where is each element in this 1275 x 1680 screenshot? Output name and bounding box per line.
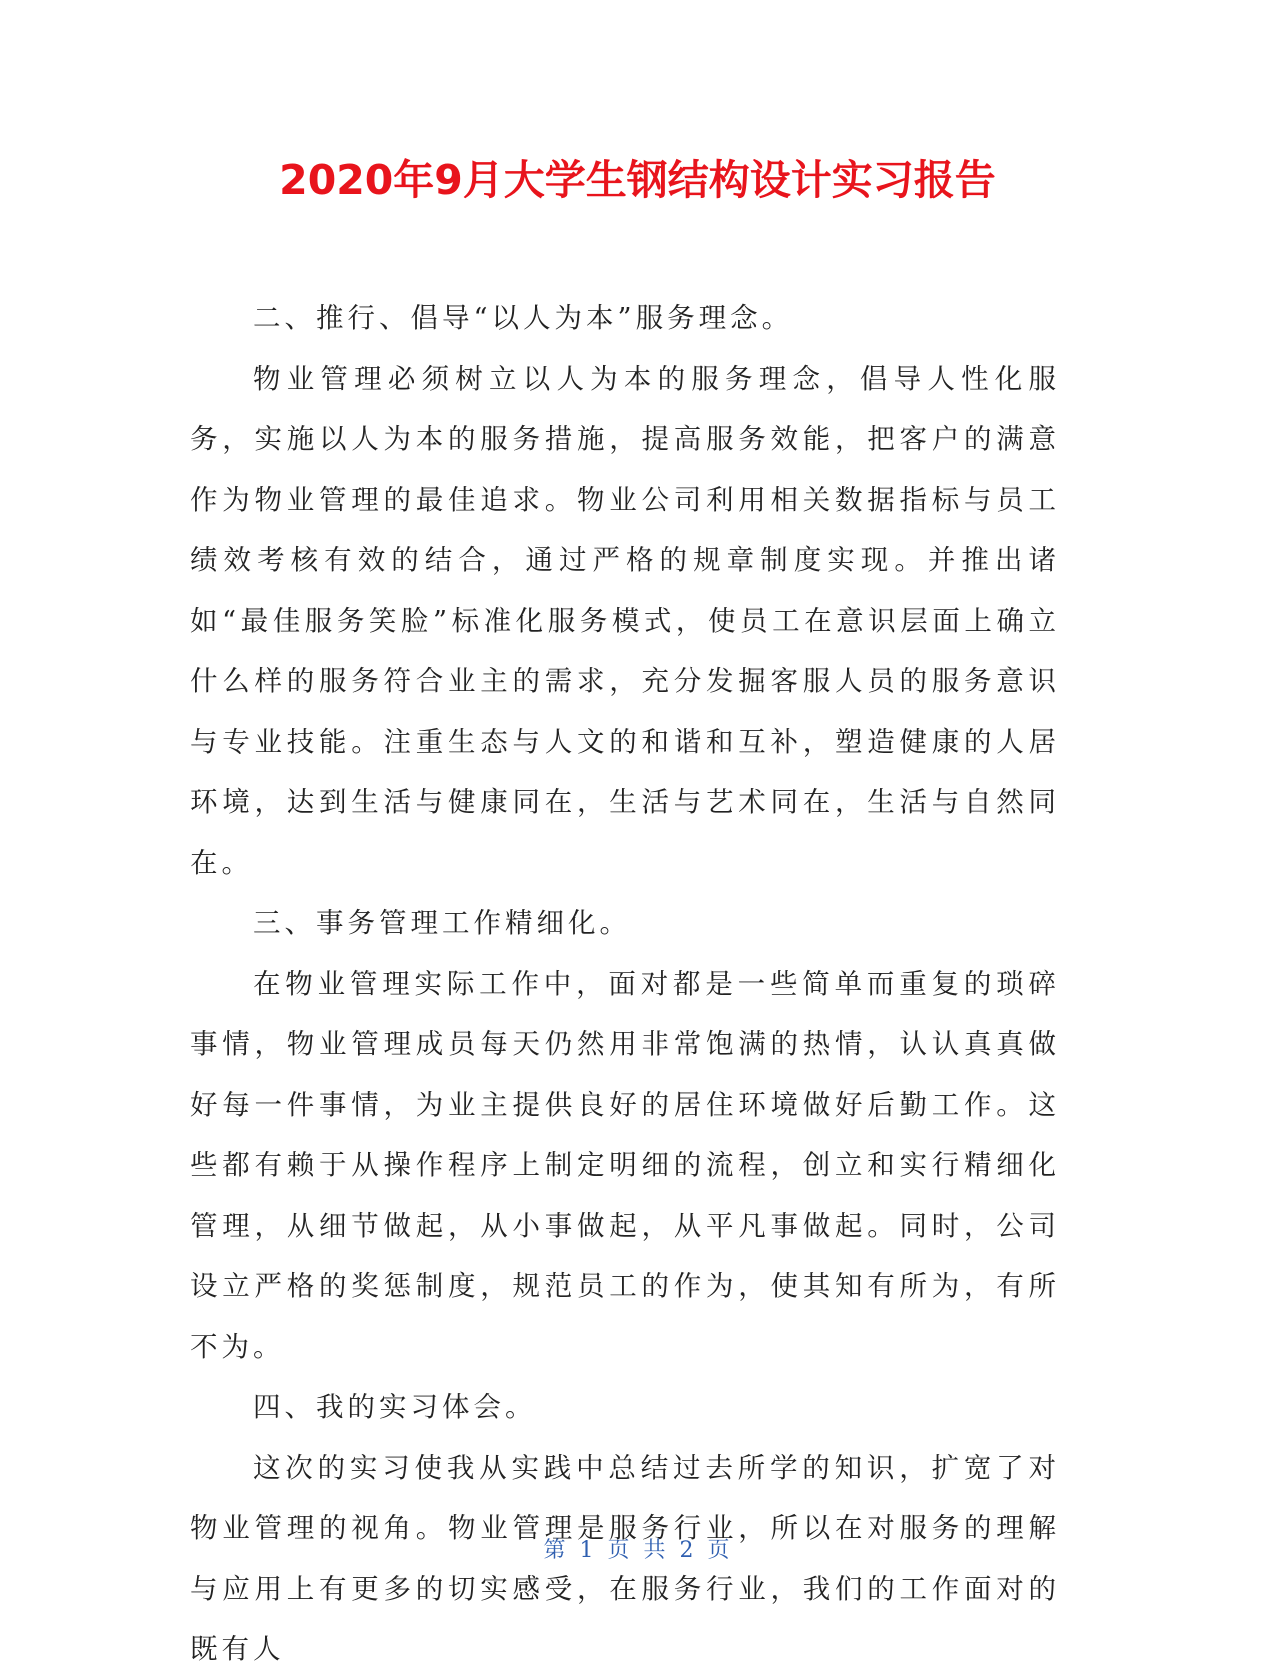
paragraph: 这次的实习使我从实践中总结过去所学的知识，扩宽了对物业管理的视角。物业管理是服务行业，所以在对服务的理解与应用上有更多的切实感受，在服务行业，我们的工作面对的既有人 [190, 1451, 1060, 1665]
paragraph: 物业管理必须树立以人为本的服务理念，倡导人性化服务，实施以人为本的服务措施，提高服务效能，把客户的满意作为物业管理的最佳追求。物业公司利用相关数据指标与员工绩效考核有效的结合，通过严格的规章制度实现。并推出诸如“最佳服务笑脸”标准化服务模式，使员工在意识层面上确立什么样的服务符合业主的需求，充分发掘客服人员的服务意识与专业技能。注重生态与人文的和谐和互补，塑造健康的人居环境，达到生活与健康同在，生活与艺术同在，生活与自然同在。 [190, 362, 1060, 879]
footer-page-prefix: 第 [543, 1538, 568, 1563]
footer-page-mid: 页 [607, 1538, 632, 1563]
footer-total-pages: 2 [679, 1538, 696, 1563]
page-footer [0, 1536, 1275, 1566]
footer-page-suffix: 页 [707, 1538, 732, 1563]
footer-current-page: 1 [579, 1538, 596, 1563]
footer-total-prefix: 共 [643, 1538, 668, 1563]
document-title: 2020年9月大学生钢结构设计实习报告 [279, 156, 996, 204]
paragraph: 在物业管理实际工作中，面对都是一些简单而重复的琐碎事情，物业管理成员每天仍然用非常饱满的热情，认认真真做好每一件事情，为业主提供良好的居住环境做好后勤工作。这些都有赖于从操作程序上制定明细的流程，创立和实行精细化管理，从细节做起，从小事做起，从平凡事做起。同时，公司设立严格的奖惩制度，规范员工的作为，使其知有所为，有所不为。 [190, 967, 1060, 1363]
section-heading: 三、事务管理工作精细化。 [253, 907, 631, 939]
document-body [190, 288, 1060, 1680]
section-heading: 二、推行、倡导“以人为本”服务理念。 [253, 302, 794, 334]
section-heading: 四、我的实习体会。 [253, 1391, 537, 1423]
